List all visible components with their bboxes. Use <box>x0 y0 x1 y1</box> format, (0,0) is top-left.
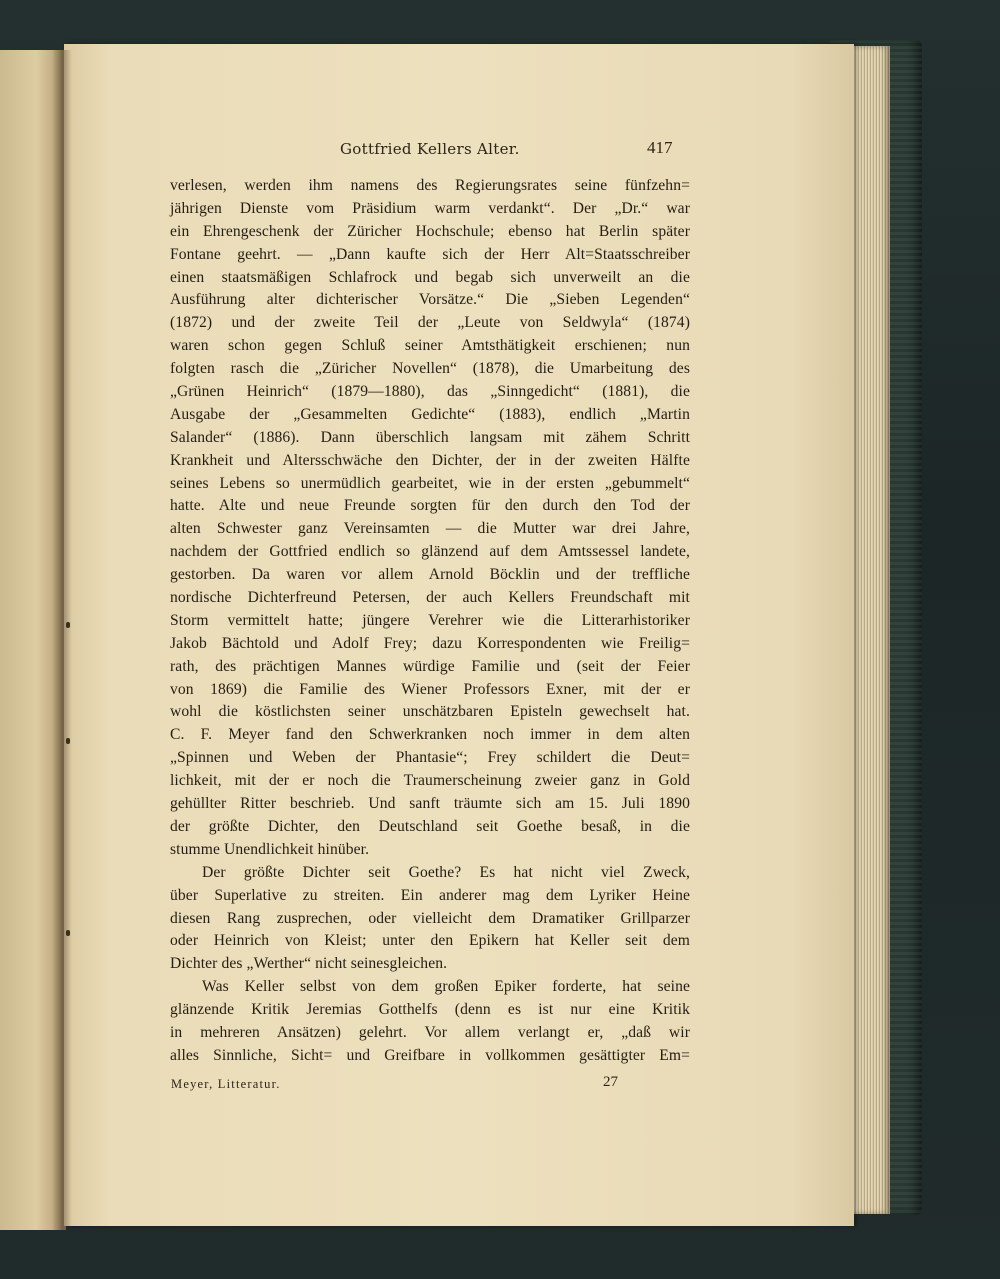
text-line: nachdem der Gottfried endlich so glänzend auf dem Amtssessel landete, <box>170 543 690 561</box>
text-line: waren schon gegen Schluß seiner Amtsthätigkeit erschienen; nun <box>170 337 690 355</box>
page-mark <box>66 738 70 744</box>
text-line: „Spinnen und Weben der Phantasie“; Frey schildert die Deut= <box>170 749 690 767</box>
text-line: Fontane geehrt. — „Dann kaufte sich der Herr Alt=Staatsschreiber <box>170 245 690 263</box>
text-line: rath, des prächtigen Mannes würdige Familie und (seit der Feier <box>170 657 690 675</box>
text-line: Jakob Bächtold und Adolf Frey; dazu Korrespondenten wie Freilig= <box>170 634 690 652</box>
page-number: 417 <box>647 138 673 157</box>
text-line: wohl die köstlichsten seiner unschätzbaren Episteln gewechselt hat. <box>170 703 690 721</box>
text-line: Dichter des „Werther“ nicht seinesgleichen. <box>170 955 448 973</box>
text-line: (1872) und der zweite Teil der „Leute von Seldwyla“ (1874) <box>170 314 690 332</box>
text-line: alles Sinnliche, Sicht= und Greifbare in vollkommen gesättigter Em= <box>170 1046 690 1064</box>
text-line: gehüllter Ritter beschrieb. Und sanft träumte sich am 15. Juli 1890 <box>170 795 690 813</box>
text-line: Der größte Dichter seit Goethe? Es hat nicht viel Zweck, <box>202 863 690 881</box>
sheet-number: 27 <box>603 1074 618 1090</box>
body-text <box>170 175 690 1068</box>
page-mark <box>66 622 70 628</box>
text-line: folgten rasch die „Züricher Novellen“ (1878), die Umarbeitung des <box>170 360 690 378</box>
text-line: von 1869) die Familie des Wiener Professors Exner, mit der er <box>170 680 690 698</box>
text-line: Krankheit und Altersschwäche den Dichter, der in der zweiten Hälfte <box>170 451 690 469</box>
text-line: „Grünen Heinrich“ (1879—1880), das „Sinngedicht“ (1881), die <box>170 383 690 401</box>
text-line: alten Schwester ganz Vereinsamten — die Mutter war drei Jahre, <box>170 520 690 538</box>
text-line: jährigen Dienste vom Präsidium warm verdankt“. Der „Dr.“ war <box>170 199 690 217</box>
footer-signature: Meyer, Litteratur. <box>171 1077 281 1091</box>
running-title: Gottfried Kellers Alter. <box>340 140 520 158</box>
page-mark <box>66 930 70 936</box>
book-gutter <box>52 50 72 1230</box>
text-line: Ausgabe der „Gesammelten Gedichte“ (1883), endlich „Martin <box>170 405 690 423</box>
text-line: gestorben. Da waren vor allem Arnold Böcklin und der treffliche <box>170 566 690 584</box>
text-line: verlesen, werden ihm namens des Regierungsrates seine fünfzehn= <box>170 177 690 194</box>
text-line: in mehreren Ansätzen) gelehrt. Vor allem verlangt er, „daß wir <box>170 1023 690 1041</box>
text-line: stumme Unendlichkeit hinüber. <box>170 840 370 858</box>
text-line: diesen Rang zusprechen, oder vielleicht dem Dramatiker Grillparzer <box>170 909 690 927</box>
text-line: der größte Dichter, den Deutschland seit Goethe besaß, in die <box>170 817 690 835</box>
text-line: über Superlative zu streiten. Ein anderer mag dem Lyriker Heine <box>170 886 690 904</box>
text-line: lichkeit, mit der er noch die Traumerscheinung zweier ganz in Gold <box>170 772 690 790</box>
text-line: Ausführung alter dichterischer Vorsätze.“ Die „Sieben Legenden“ <box>170 291 690 309</box>
text-line: C. F. Meyer fand den Schwerkranken noch immer in dem alten <box>170 726 690 744</box>
text-line: Salander“ (1886). Dann überschlich langsam mit zähem Schritt <box>170 428 690 446</box>
text-line: Storm vermittelt hatte; jüngere Verehrer wie die Litterarhistoriker <box>170 611 690 629</box>
text-line: nordische Dichterfreund Petersen, der auch Kellers Freundschaft mit <box>170 589 690 607</box>
text-line: einen staatsmäßigen Schlafrock und begab sich unverweilt an die <box>170 268 690 286</box>
text-line: glänzende Kritik Jeremias Gotthelfs (denn es ist nur eine Kritik <box>170 1001 690 1019</box>
text-line: seines Lebens so unermüdlich gearbeitet, wie in der ersten „gebummelt“ <box>170 474 690 492</box>
text-line: Was Keller selbst von dem großen Epiker forderte, hat seine <box>202 978 690 996</box>
text-line: oder Heinrich von Kleist; unter den Epikern hat Keller seit dem <box>170 932 690 950</box>
text-line: ein Ehrengeschenk der Züricher Hochschule; ebenso hat Berlin später <box>170 222 690 240</box>
text-line: hatte. Alte und neue Freunde sorgten für den durch den Tod der <box>170 497 690 515</box>
